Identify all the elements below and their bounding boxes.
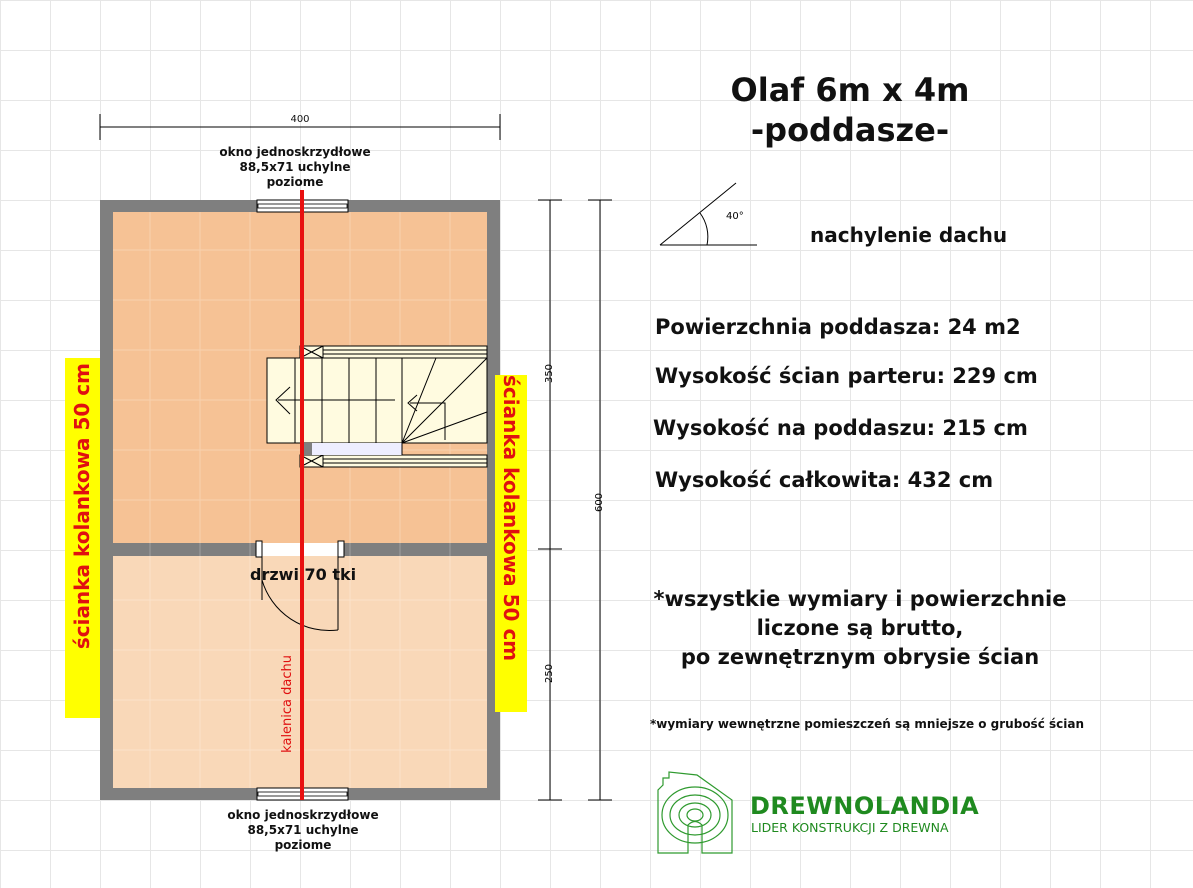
dimension-upper: 350: [544, 363, 556, 384]
ridge-label: kalenica dachu: [280, 655, 295, 753]
info-attic-height: Wysokość na poddaszu: 215 cm: [653, 416, 1028, 440]
dimension-total: 600: [594, 492, 606, 513]
info-ground-height: Wysokość ścian parteru: 229 cm: [655, 364, 1038, 388]
knee-wall-left-highlight: [65, 358, 100, 718]
logo-name: DREWNOLANDIA: [750, 792, 980, 820]
window-top-line3: poziome: [266, 175, 324, 189]
page-title: [680, 70, 1020, 150]
window-bottom-line3: poziome: [274, 838, 332, 852]
knee-wall-right-label: ścianka kolankowa 50 cm: [499, 375, 523, 662]
info-total-height: Wysokość całkowita: 432 cm: [655, 468, 994, 492]
roof-pitch-label: nachylenie dachu: [810, 223, 1008, 247]
inner-dimensions-note: *wymiary wewnętrzne pomieszczeń są mniejsze o grubość ścian: [650, 717, 1085, 731]
note-line3: po zewnętrznym obrysie ścian: [680, 645, 1040, 669]
gross-note: [630, 585, 1090, 672]
knee-wall-right-highlight: [495, 375, 527, 712]
logo-tagline: LIDER KONSTRUKCJI Z DREWNA: [751, 820, 949, 835]
window-bottom-line1: okno jednoskrzydłowe: [227, 808, 379, 822]
knee-wall-left-label: ścianka kolankowa 50 cm: [70, 363, 94, 650]
dimension-lower: 250: [544, 663, 556, 684]
window-top-label: [165, 145, 425, 190]
roof-angle-value: 40°: [726, 211, 744, 222]
window-bottom-label: [173, 808, 433, 853]
door-label: drzwi 70 tki: [250, 565, 357, 584]
note-line1: *wszystkie wymiary i powierzchnie: [653, 587, 1067, 611]
window-bottom-line2: 88,5x71 uchylne: [247, 823, 359, 837]
title-line2: -poddasze-: [750, 111, 950, 149]
info-area: Powierzchnia poddasza: 24 m2: [655, 315, 1021, 339]
title-line1: Olaf 6m x 4m: [730, 71, 970, 109]
note-line2: liczone są brutto,: [756, 616, 964, 640]
logo-house-icon: [658, 772, 732, 853]
dimension-width: 400: [290, 114, 310, 125]
window-top-line2: 88,5x71 uchylne: [239, 160, 351, 174]
window-top-line1: okno jednoskrzydłowe: [219, 145, 371, 159]
